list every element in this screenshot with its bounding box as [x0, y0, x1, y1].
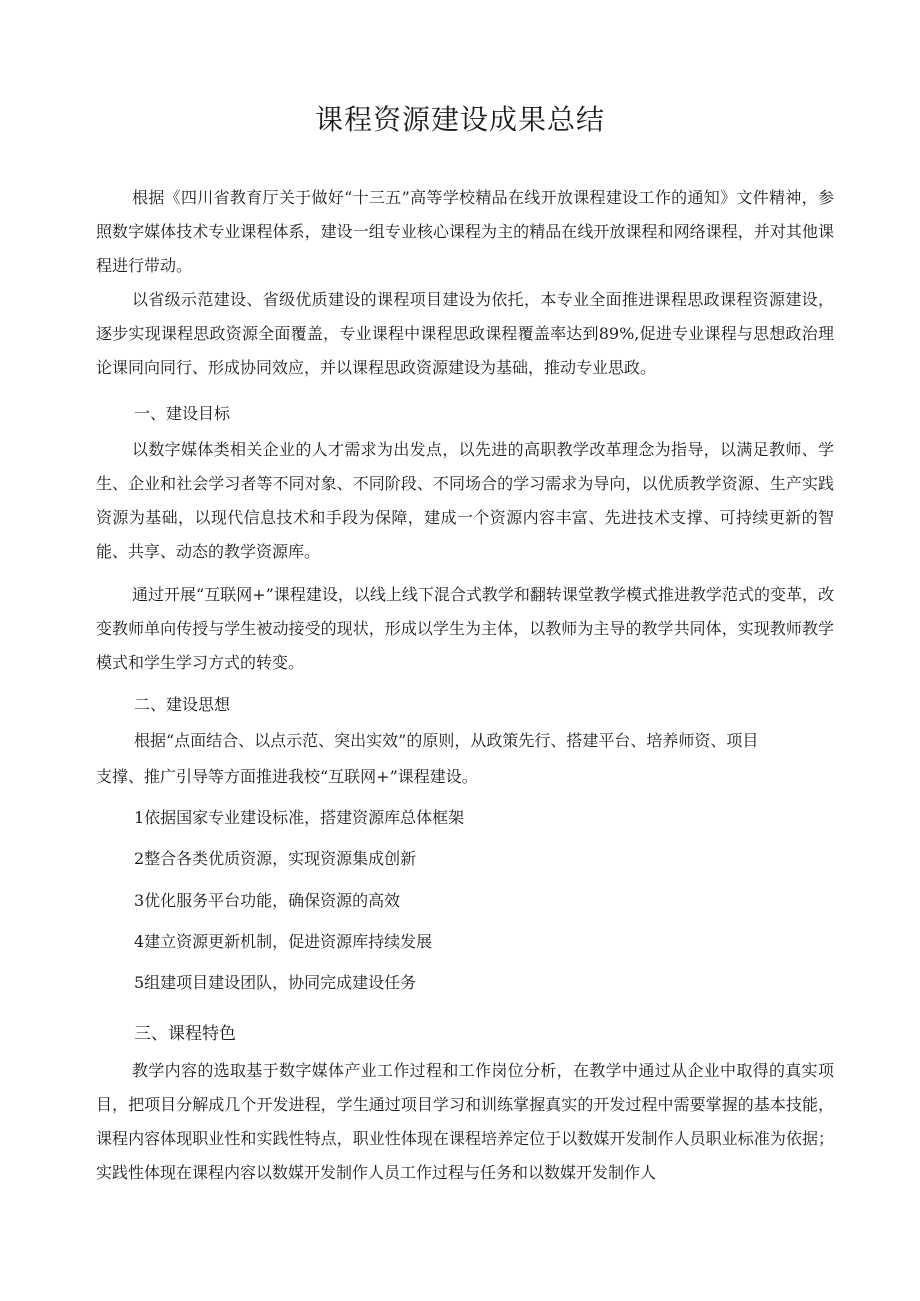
- paragraph-6: 教学内容的选取基于数字媒体产业工作过程和工作岗位分析，在教学中通过从企业中取得的真实项目，把项目分解成几个开发进程，学生通过项目学习和训练掌握真实的开发过程中需要掌握的基本技能，课程内容体现职业性和实践性特点，职业性体现在课程培养定位于以数媒开发制作人员职业标准为依据；实践性体现在课程内容以数媒开发制作人员工作过程与任务和以数媒开发制作人: [96, 1061, 834, 1182]
- paragraph-5-line-1: 根据“点面结合、以点示范、突出实效”的原则，从政策先行、搭建平台、培养师资、项目: [134, 731, 759, 750]
- paragraph-section: [96, 578, 834, 680]
- list-item: 3优化服务平台功能，确保资源的高效: [134, 891, 401, 910]
- paragraph-section: [96, 1054, 834, 1190]
- list-item: 1依据国家专业建设标准，搭建资源库总体框架: [134, 808, 465, 827]
- paragraph-section: [96, 283, 834, 385]
- document-title: 课程资源建设成果总结: [314, 103, 605, 136]
- paragraph-intro: [96, 181, 834, 283]
- paragraph-1: 根据《四川省教育厅关于做好“十三五”高等学校精品在线开放课程建设工作的通知》文件精神，参照数字媒体技术专业课程体系，建设一组专业核心课程为主的精品在线开放课程和网络课程，并对其他课程进行带动。: [96, 188, 834, 275]
- paragraph-3: 以数字媒体类相关企业的人才需求为出发点，以先进的高职教学改革理念为指导，以满足教师、学生、企业和社会学习者等不同对象、不同阶段、不同场合的学习需求为导向，以优质教学资源、生产实践资源为基础，以现代信息技术和手段为保障，建成一个资源内容丰富、先进技术支撑、可持续更新的智能、共享、动态的教学资源库。: [96, 440, 834, 561]
- list-item: 2整合各类优质资源，实现资源集成创新: [134, 849, 417, 868]
- section-heading-3: 三、课程特色: [134, 1024, 236, 1044]
- section-heading-2: 二、建设思想: [134, 695, 231, 714]
- paragraph-section: [96, 433, 834, 569]
- list-item: 4建立资源更新机制，促进资源库持续发展: [134, 932, 433, 951]
- paragraph-5-line-2: 支撑、推广引导等方面推进我校“互联网+”课程建设。: [96, 767, 478, 786]
- list-item: 5组建项目建设团队，协同完成建设任务: [134, 973, 417, 992]
- paragraph-2: 以省级示范建设、省级优质建设的课程项目建设为依托，本专业全面推进课程思政课程资源建设，逐步实现课程思政资源全面覆盖，专业课程中课程思政课程覆盖率达到89%,促进专业课程与思想政治理论课同向同行、形成协同效应，并以课程思政资源建设为基础，推动专业思政。: [96, 290, 834, 377]
- paragraph-4: 通过开展“互联网+”课程建设，以线上线下混合式教学和翻转课堂教学模式推进教学范式的变革，改变教师单向传授与学生被动接受的现状，形成以学生为主体，以教师为主导的教学共同体，实现教师教学模式和学生学习方式的转变。: [96, 585, 834, 672]
- section-heading-1: 一、建设目标: [134, 404, 231, 423]
